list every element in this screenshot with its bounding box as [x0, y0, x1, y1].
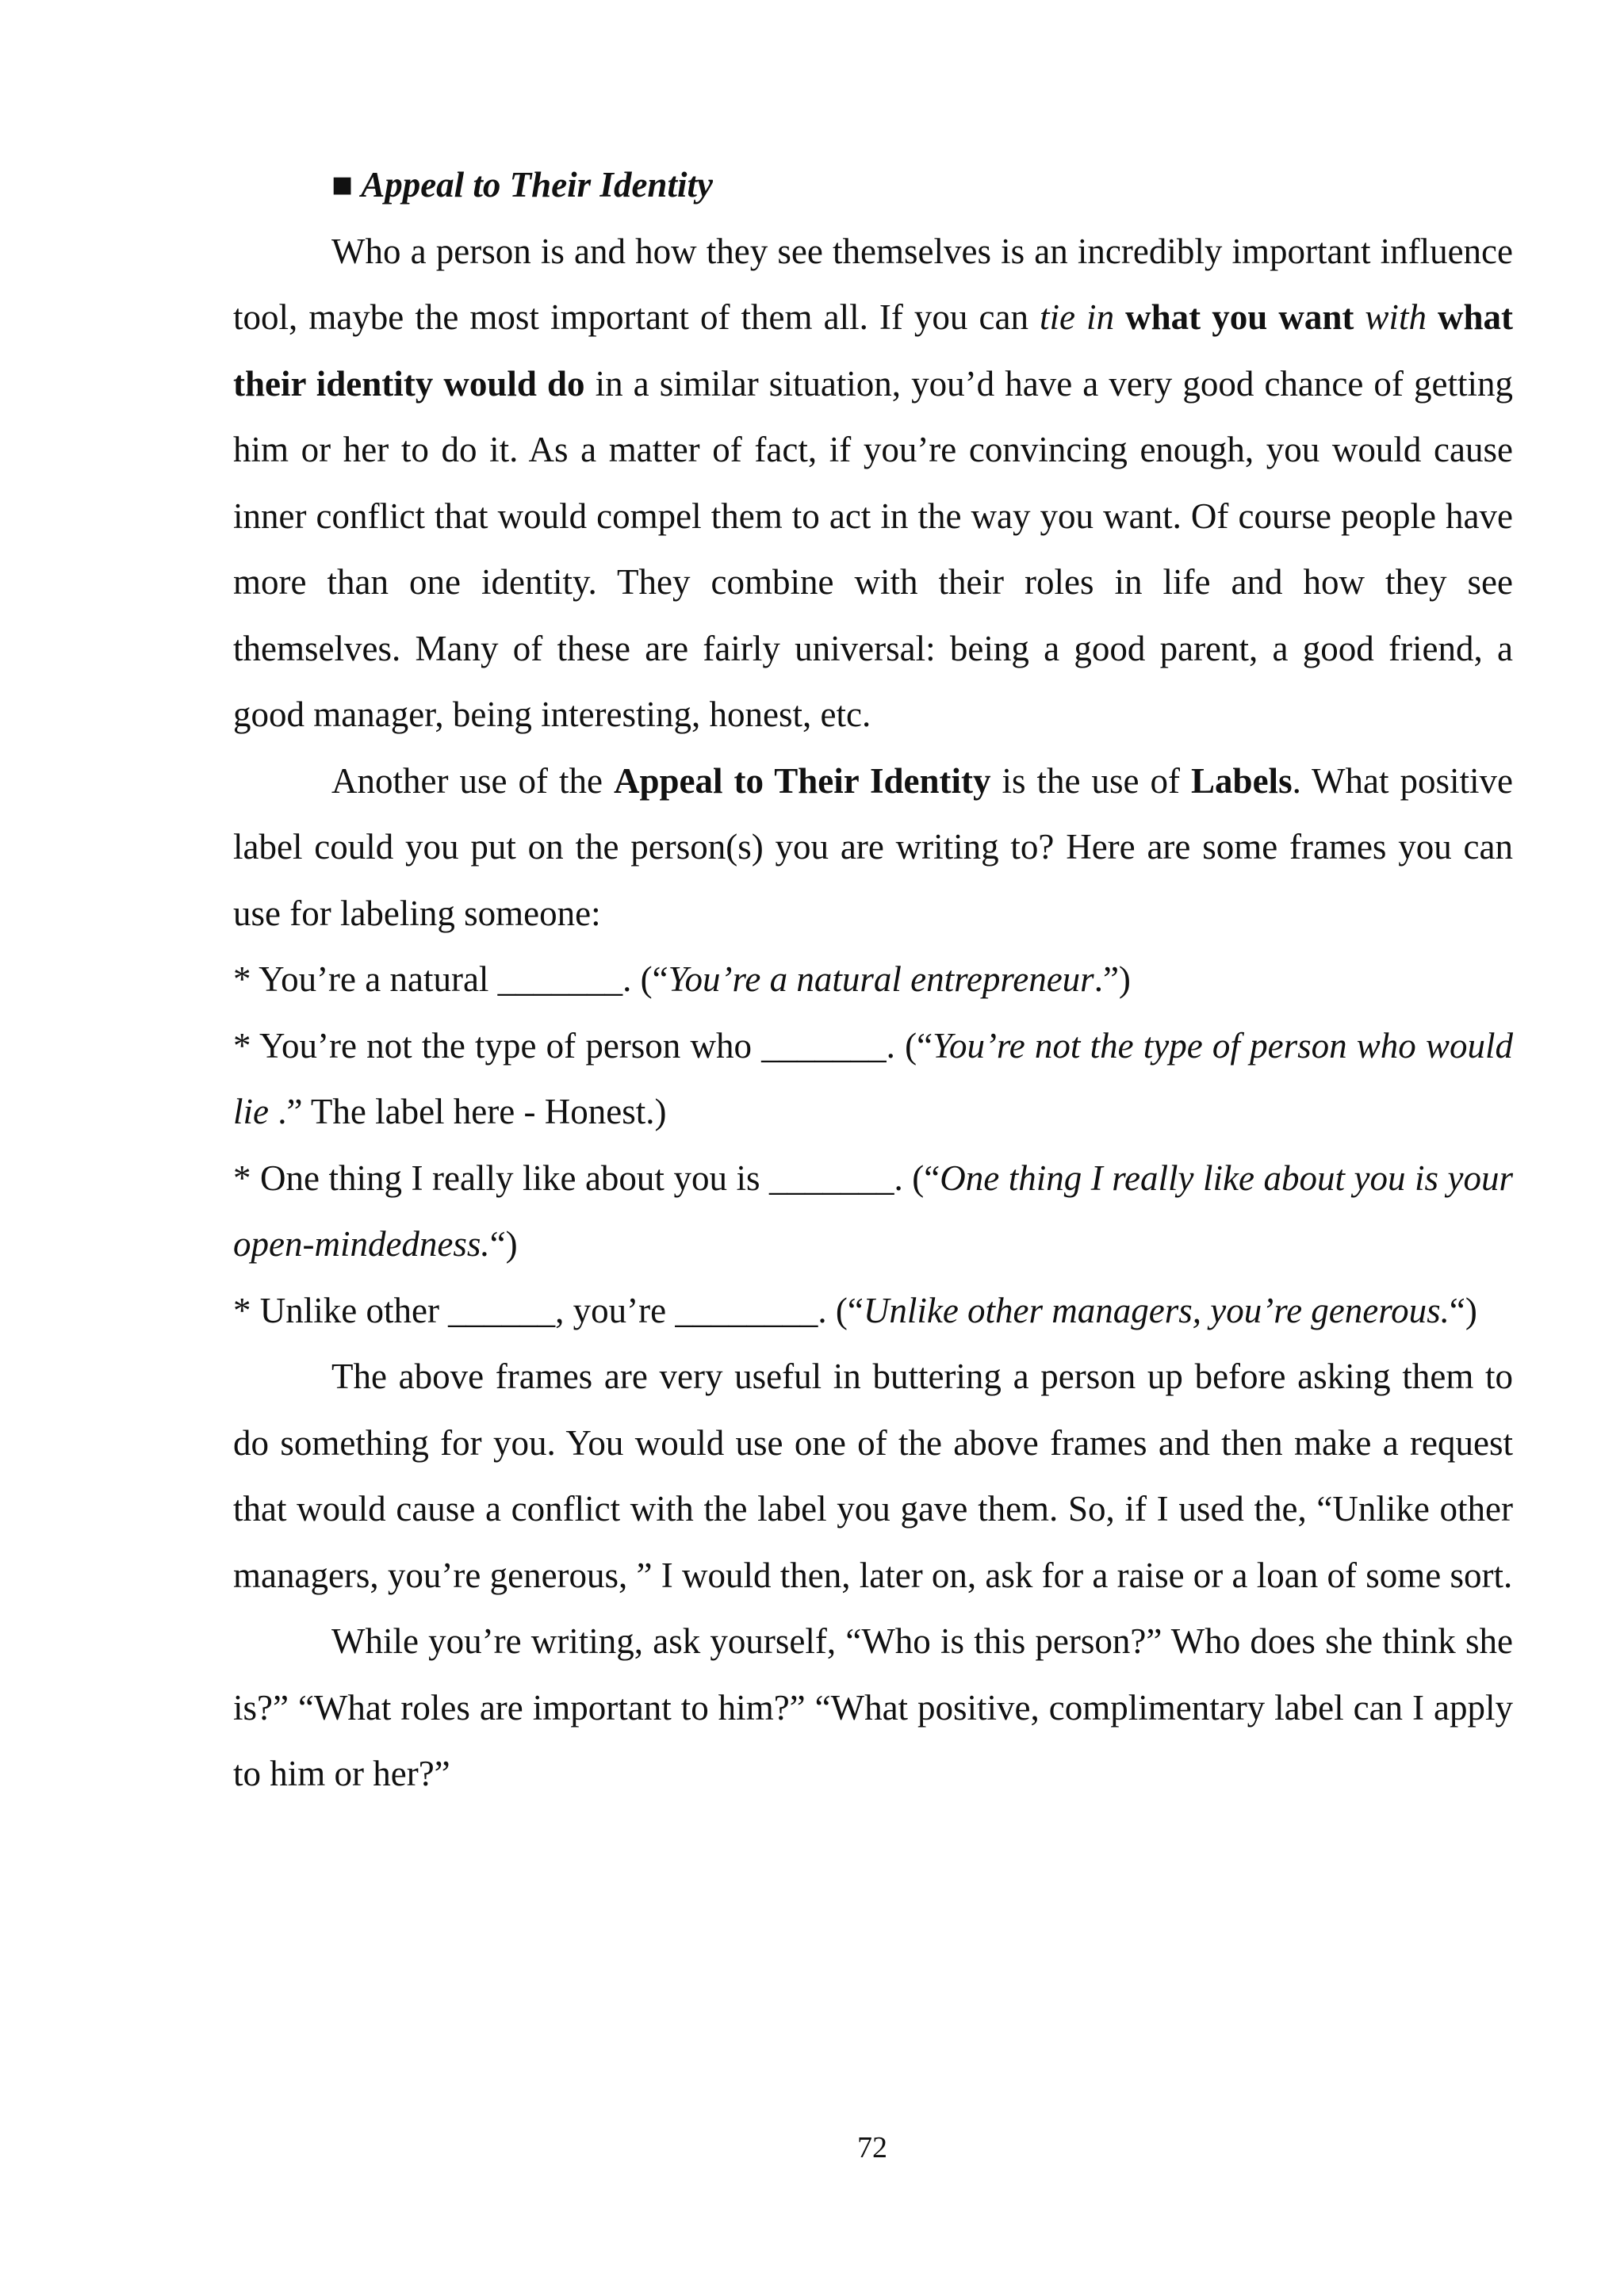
paragraph-text: Another use of the: [331, 760, 614, 801]
section-title: Appeal to Their Identity: [361, 165, 713, 205]
paragraph-text: Who a person is and how they see themselves is an incredibly important influence tool, maybe the most important of them all. If you can: [233, 231, 1513, 337]
paragraph-text: is the use of: [990, 760, 1192, 801]
frame-example: One thing I really like about you is your open-mindedness.: [233, 1158, 1514, 1264]
square-bullet-icon: ■: [331, 165, 354, 205]
frame-text: “): [489, 1224, 518, 1264]
paragraph-text: . What positive label could you put on the person(s) you are writing to? Here are some frames you can use for labeling someone:: [233, 760, 1514, 933]
emphasis-what-you-want: what you want: [1125, 297, 1354, 337]
frame-text: * You’re not the type of person who _______. (“: [233, 1025, 933, 1066]
emphasis-labels: Labels: [1191, 760, 1293, 801]
paragraph-text: in a similar situation, you’d have a very good chance of getting him or her to do it. As a matter of fact, if you’re convincing enough, you would cause inner conflict that would compel them to act in the way you want. Of course people have more than one identity. They combine with their roles in life and how they see themselves. Many of these are fairly universal: being a good parent, a good friend, a good manager, being interesting, honest, etc.: [233, 363, 1513, 734]
frame-text: .”): [1094, 959, 1131, 999]
paragraph-buttering-up: The above frames are very useful in buttering a person up before asking them to do something for you. You would use one of the above frames and then make a request that would cause a conflict with the label you gave them. So, if I used the, “Unlike other managers, you’re generous, ” I would then, later on, ask for a raise or a loan of some sort.: [233, 1357, 1513, 1595]
frame-item: [233, 947, 1513, 1013]
frame-text: .” The label here - Honest.): [268, 1092, 667, 1131]
section-heading: [233, 152, 1513, 219]
paragraph-labels: [233, 748, 1513, 947]
emphasis-with: with: [1365, 297, 1427, 337]
emphasis-tie-in: tie in: [1040, 297, 1115, 337]
page-number: 72: [857, 2131, 887, 2164]
paragraph-ask-yourself: While you’re writing, ask yourself, “Who is this person?” Who does she think she is?” “What roles are important to him?” “What positive, complimentary label can I apply to him or her?”: [233, 1621, 1513, 1793]
frame-text: “): [1449, 1290, 1477, 1330]
frame-item: [233, 1278, 1513, 1345]
frame-item: [233, 1013, 1513, 1146]
emphasis-appeal: Appeal to Their Identity: [614, 760, 991, 801]
frame-text: * You’re a natural _______. (“: [233, 959, 668, 999]
emphasis-what-identity: what their identity would do: [233, 297, 1514, 404]
paragraph-identity-influence: [233, 219, 1513, 748]
frame-example: You’re a natural entrepreneur: [668, 959, 1094, 999]
frame-example: You’re not the type of person who would lie: [233, 1025, 1513, 1131]
frame-item: [233, 1146, 1513, 1278]
page-body: [233, 152, 1513, 1808]
frame-example: Unlike other managers, you’re generous.: [863, 1290, 1450, 1330]
frame-text: * Unlike other ______, you’re ________. (“: [233, 1290, 864, 1330]
frame-text: * One thing I really like about you is _______. (“: [233, 1158, 940, 1198]
